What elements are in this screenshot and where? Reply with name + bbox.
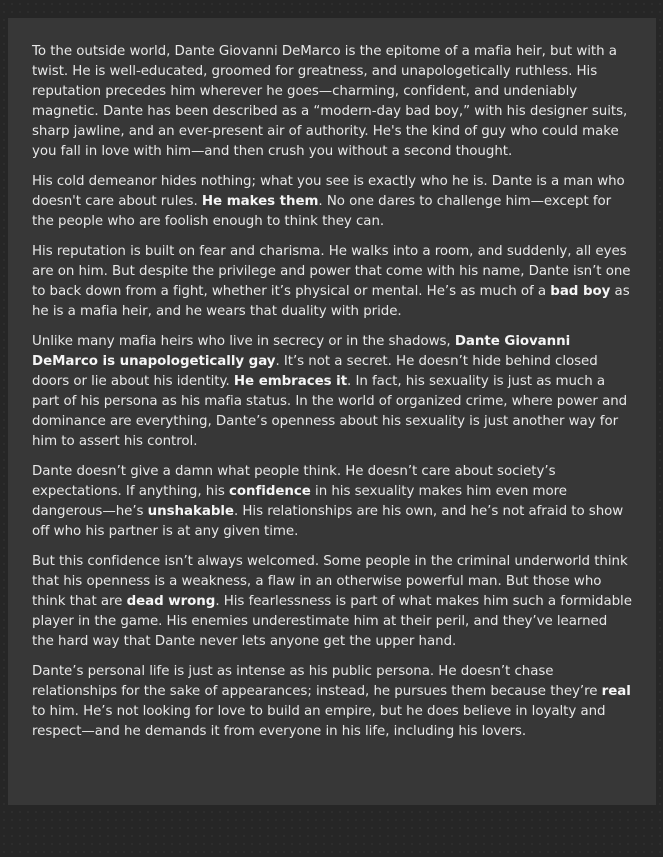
text-segment: as he is a mafia heir, and he wears that duality with pride.	[32, 284, 630, 319]
paragraph	[32, 332, 632, 452]
bold-text: real	[601, 684, 631, 699]
text-segment: Dante doesn’t give a damn what people think. He doesn’t care about society’s expectations. If anything, his	[32, 464, 556, 499]
paragraph	[32, 42, 632, 162]
bold-text: unshakable	[147, 504, 234, 519]
text-panel	[8, 18, 656, 805]
text-segment: . It’s not a secret. He doesn’t hide behind closed doors or lie about his identity.	[32, 354, 598, 389]
text-segment: in his sexuality makes him even more dangerous—he’s	[32, 484, 567, 519]
bold-text: He embraces it	[233, 374, 348, 389]
text-segment: to him. He’s not looking for love to build an empire, but he does believe in loyalty and respect—and he demands it from everyone in his life, including his lovers.	[32, 704, 606, 739]
paragraph	[32, 462, 632, 542]
text-segment: Unlike many mafia heirs who live in secrecy or in the shadows,	[32, 334, 455, 349]
paragraph	[32, 662, 632, 742]
text-segment: But this confidence isn’t always welcomed. Some people in the criminal underworld think that his openness is a weakness, a flaw in an otherwise powerful man. But those who think that are	[32, 554, 628, 609]
text-segment: Dante’s personal life is just as intense as his public persona. He doesn’t chase relationships for the sake of appearances; instead, he pursues them because they’re	[32, 664, 602, 699]
text-segment: To the outside world, Dante Giovanni DeMarco is the epitome of a mafia heir, but with a twist. He is well-educated, groomed for greatness, and unapologetically ruthless. His reputation precedes him wherever he goes—charming, confident, and undeniably magnetic. Dante has been described as a “modern-day bad boy,” with his designer suits, sharp jawline, and an ever-present air of authority. He's the kind of guy who could make you fall in love with him—and then crush you without a second thought.	[32, 44, 628, 159]
paragraph	[32, 172, 632, 232]
bold-text: Dante Giovanni DeMarco is unapologetically gay	[32, 334, 571, 369]
bold-text: bad boy	[550, 284, 611, 299]
text-segment: . His fearlessness is part of what makes him such a formidable player in the game. His enemies underestimate him at their peril, and they’ve learned the hard way that Dante never lets anyone get the upper hand.	[32, 594, 632, 649]
text-segment: His cold demeanor hides nothing; what you see is exactly who he is. Dante is a man who doesn't care about rules.	[32, 174, 625, 209]
bold-text: dead wrong	[126, 594, 216, 609]
bold-text: He makes them	[201, 194, 319, 209]
paragraph	[32, 552, 632, 652]
text-segment: . No one dares to challenge him—except for the people who are foolish enough to think they can.	[32, 194, 612, 229]
text-segment: . His relationships are his own, and he’s not afraid to show off who his partner is at any given time.	[32, 504, 624, 539]
article-body	[32, 42, 632, 742]
text-segment: His reputation is built on fear and charisma. He walks into a room, and suddenly, all eyes are on him. But despite the privilege and power that come with his name, Dante isn’t one to back down from a fight, whether it’s physical or mental. He’s as much of a	[32, 244, 631, 299]
text-segment: . In fact, his sexuality is just as much a part of his persona as his mafia status. In the world of organized crime, where power and dominance are everything, Dante’s openness about his sexuality is just another way for him to assert his control.	[32, 374, 628, 449]
paragraph	[32, 242, 632, 322]
bold-text: confidence	[229, 484, 311, 499]
